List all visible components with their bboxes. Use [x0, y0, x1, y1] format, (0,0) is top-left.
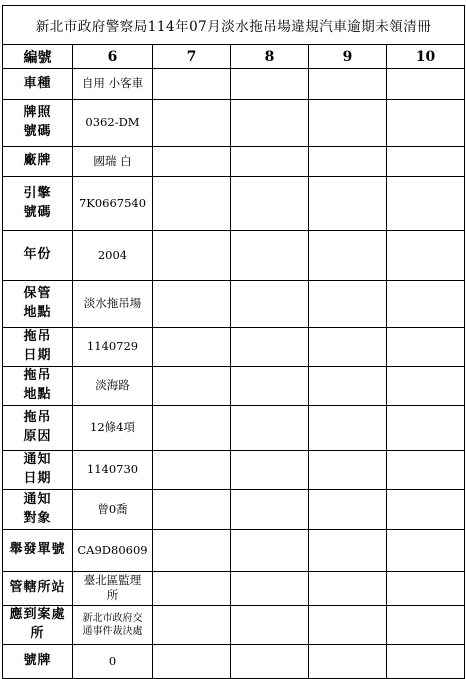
- field-value-line: 臺北區監理: [83, 572, 142, 587]
- field-label: [3, 644, 73, 678]
- field-label-line: 拖吊: [23, 409, 52, 425]
- field-label-line: 所: [30, 625, 45, 641]
- overdue-vehicle-list-table: [2, 5, 465, 679]
- field-value-vehicle-6: [73, 605, 153, 644]
- field-value-vehicle-6: 曾0喬: [73, 490, 153, 530]
- field-row: [3, 327, 465, 366]
- field-label-line: 年份: [23, 247, 52, 262]
- field-label-line: 號碼: [23, 123, 52, 139]
- empty-cell: [231, 450, 309, 489]
- sheet-title: 新北市政府警察局114年07月淡水拖吊場違規汽車逾期未領清冊: [3, 6, 465, 45]
- field-label-line: 管轄所站: [9, 579, 66, 595]
- empty-cell: [309, 644, 387, 678]
- field-label-line: 牌照: [23, 104, 52, 120]
- empty-cell: [309, 69, 387, 99]
- empty-cell: [153, 280, 231, 327]
- field-label: [3, 176, 73, 230]
- field-value-vehicle-6: 自用 小客車: [73, 69, 153, 99]
- empty-cell: [153, 176, 231, 230]
- field-label: [3, 366, 73, 405]
- empty-cell: [231, 405, 309, 450]
- field-label-line: 地點: [23, 386, 52, 402]
- field-row: [3, 99, 465, 146]
- empty-cell: [231, 327, 309, 366]
- empty-cell: [309, 450, 387, 489]
- field-label: [3, 99, 73, 146]
- field-label-line: 號碼: [23, 204, 52, 220]
- empty-cell: [387, 69, 465, 99]
- empty-cell: [309, 366, 387, 405]
- field-label: [3, 605, 73, 644]
- field-label: [3, 490, 73, 530]
- field-value-vehicle-6: 淡海路: [73, 366, 153, 405]
- empty-cell: [153, 644, 231, 678]
- number-header-label: 編號: [3, 45, 73, 69]
- field-row: [3, 530, 465, 571]
- field-row: [3, 490, 465, 530]
- field-row: [3, 405, 465, 450]
- empty-cell: [387, 644, 465, 678]
- field-label-line: 保管: [23, 285, 52, 301]
- empty-cell: [309, 405, 387, 450]
- empty-cell: [309, 231, 387, 280]
- field-value-vehicle-6: [73, 571, 153, 605]
- field-value-vehicle-6: 7K0667540: [73, 176, 153, 230]
- empty-cell: [387, 146, 465, 176]
- empty-cell: [153, 571, 231, 605]
- field-row: [3, 280, 465, 327]
- field-label: [3, 69, 73, 99]
- field-label-line: 廠牌: [23, 152, 52, 168]
- field-label: [3, 530, 73, 571]
- number-header-row: [3, 45, 465, 69]
- empty-cell: [153, 99, 231, 146]
- empty-cell: [153, 366, 231, 405]
- field-value-vehicle-6: 0: [73, 644, 153, 678]
- empty-cell: [387, 405, 465, 450]
- empty-cell: [309, 99, 387, 146]
- column-number-8: 8: [231, 45, 309, 69]
- empty-cell: [231, 231, 309, 280]
- empty-cell: [231, 280, 309, 327]
- field-value-vehicle-6: 國瑞 白: [73, 146, 153, 176]
- field-label-line: 原因: [23, 428, 52, 444]
- empty-cell: [231, 605, 309, 644]
- empty-cell: [153, 450, 231, 489]
- field-label-line: 通知: [23, 491, 52, 507]
- field-label-line: 拖吊: [23, 328, 52, 344]
- column-number-6: 6: [73, 45, 153, 69]
- field-value-vehicle-6: 1140729: [73, 327, 153, 366]
- field-label-line: 車種: [23, 75, 52, 91]
- empty-cell: [387, 99, 465, 146]
- field-label-line: 地點: [23, 304, 52, 320]
- field-row: [3, 146, 465, 176]
- field-row: [3, 571, 465, 605]
- empty-cell: [153, 327, 231, 366]
- column-number-7: 7: [153, 45, 231, 69]
- empty-cell: [387, 605, 465, 644]
- empty-cell: [387, 490, 465, 530]
- field-label-line: 號牌: [23, 652, 52, 668]
- empty-cell: [309, 530, 387, 571]
- field-value-vehicle-6: 1140730: [73, 450, 153, 489]
- empty-cell: [231, 69, 309, 99]
- field-label: [3, 146, 73, 176]
- empty-cell: [309, 146, 387, 176]
- empty-cell: [387, 530, 465, 571]
- empty-cell: [387, 571, 465, 605]
- field-value-line: 所: [106, 588, 119, 603]
- table-body: [3, 6, 465, 679]
- empty-cell: [231, 146, 309, 176]
- empty-cell: [387, 327, 465, 366]
- empty-cell: [231, 571, 309, 605]
- field-value-line: 通事件裁決處: [82, 625, 143, 637]
- empty-cell: [153, 405, 231, 450]
- empty-cell: [153, 490, 231, 530]
- empty-cell: [387, 280, 465, 327]
- field-label: [3, 571, 73, 605]
- field-row: [3, 69, 465, 99]
- empty-cell: [231, 644, 309, 678]
- field-label-line: 對象: [23, 510, 52, 526]
- field-label: [3, 280, 73, 327]
- empty-cell: [231, 366, 309, 405]
- field-label-line: 通知: [23, 452, 52, 468]
- empty-cell: [309, 605, 387, 644]
- field-value-vehicle-6: 淡水拖吊場: [73, 280, 153, 327]
- field-row: [3, 366, 465, 405]
- field-label-line: 日期: [23, 471, 52, 486]
- empty-cell: [153, 605, 231, 644]
- empty-cell: [309, 176, 387, 230]
- field-row: [3, 231, 465, 280]
- empty-cell: [231, 490, 309, 530]
- empty-cell: [309, 280, 387, 327]
- field-label: [3, 450, 73, 489]
- empty-cell: [387, 366, 465, 405]
- empty-cell: [309, 571, 387, 605]
- column-number-10: 10: [387, 45, 465, 69]
- field-row: [3, 176, 465, 230]
- field-value-line: 新北市政府交: [82, 612, 143, 624]
- empty-cell: [231, 176, 309, 230]
- empty-cell: [387, 231, 465, 280]
- field-label-line: 應到案處: [9, 606, 66, 622]
- field-row: [3, 605, 465, 644]
- empty-cell: [309, 327, 387, 366]
- empty-cell: [153, 530, 231, 571]
- field-label: [3, 231, 73, 280]
- field-label-line: 舉發單號: [9, 542, 66, 558]
- empty-cell: [231, 530, 309, 571]
- field-value-vehicle-6: 12條4項: [73, 405, 153, 450]
- column-number-9: 9: [309, 45, 387, 69]
- field-value-vehicle-6: 2004: [73, 231, 153, 280]
- field-value-vehicle-6: CA9D80609: [73, 530, 153, 571]
- empty-cell: [309, 490, 387, 530]
- field-label: [3, 327, 73, 366]
- empty-cell: [387, 176, 465, 230]
- field-row: [3, 450, 465, 489]
- field-label: [3, 405, 73, 450]
- title-row: [3, 6, 465, 45]
- empty-cell: [153, 146, 231, 176]
- empty-cell: [387, 450, 465, 489]
- field-value-vehicle-6: 0362-DM: [73, 99, 153, 146]
- empty-cell: [153, 231, 231, 280]
- field-label-line: 拖吊: [23, 367, 52, 383]
- empty-cell: [231, 99, 309, 146]
- field-row: [3, 644, 465, 678]
- empty-cell: [153, 69, 231, 99]
- field-label-line: 引擎: [23, 185, 52, 201]
- field-label-line: 日期: [23, 347, 52, 363]
